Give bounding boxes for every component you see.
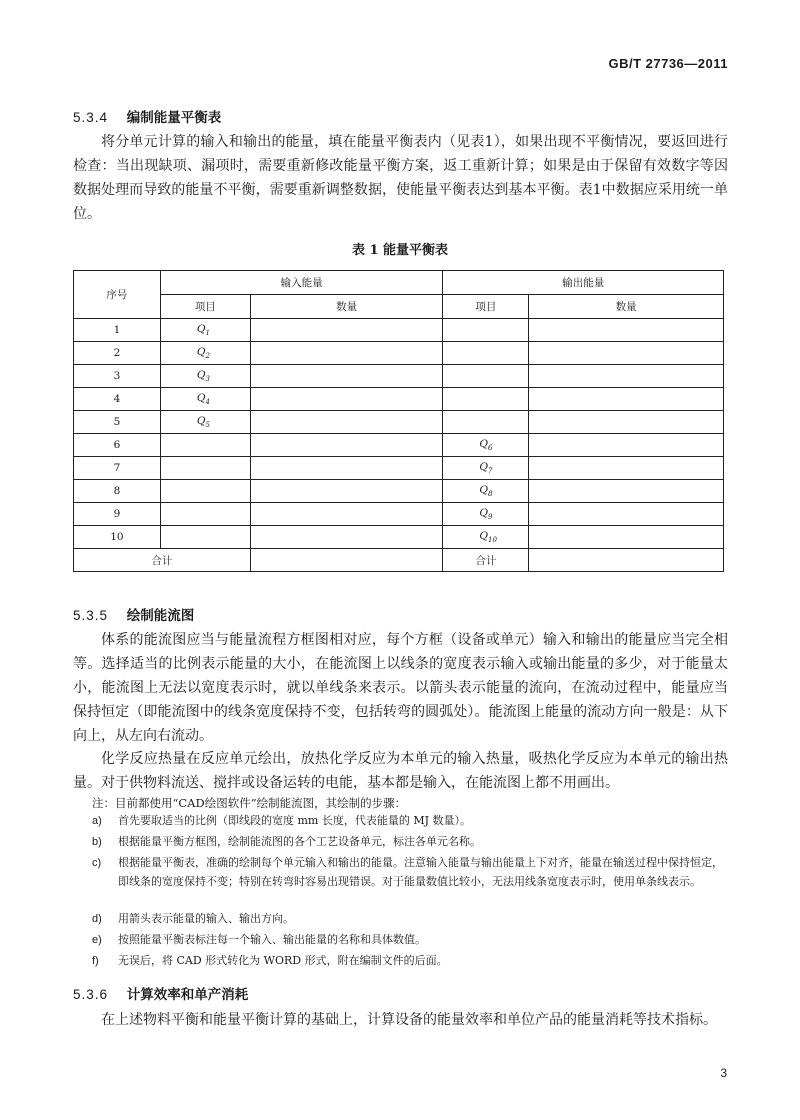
table-row	[74, 411, 724, 434]
total-label-output: 合计	[443, 549, 529, 572]
item-subscript: 8	[488, 490, 493, 499]
row-out-item: $Q_9$	[443, 503, 529, 526]
header-in-quantity: 数量	[250, 295, 443, 319]
row-out-quantity	[529, 411, 724, 434]
table-row	[74, 388, 724, 411]
row-seq: 3	[74, 365, 161, 388]
row-out-quantity	[529, 365, 724, 388]
row-out-item	[443, 411, 529, 434]
header-out-quantity: 数量	[529, 295, 724, 319]
row-in-item: $Q_4$	[160, 388, 250, 411]
page-number: 3	[720, 1066, 727, 1080]
note-item	[92, 833, 726, 852]
note-item-label: c)	[92, 857, 102, 869]
row-in-item: $Q_2$	[160, 342, 250, 365]
total-in-quantity	[250, 549, 443, 572]
row-in-quantity	[250, 411, 443, 434]
row-in-item	[160, 503, 250, 526]
table-subheader-row	[74, 295, 724, 319]
section-535-paragraph-1: 体系的能流图应当与能量流程方框图相对应，每个方框（设备或单元）输入和输出的能量应当完全相等。选择适当的比例表示能量的大小，在能流图上以线条的宽度表示输入或输出能量的多少，对于能量太小，能流图上无法以宽度表示时，就以单线条来表示。以箭头表示能量的流向，在流动过程中，能量应当保持恒定（即能流图中的线条宽度保持不变，包括转弯的圆弧处）。能流图上能量的流动方向一般是：从下向上，从左向右流动。	[73, 632, 728, 744]
table-row	[74, 480, 724, 503]
table-row	[74, 342, 724, 365]
table-header-row	[74, 271, 724, 295]
table-row	[74, 526, 724, 549]
row-out-quantity	[529, 503, 724, 526]
note-item-text: 根据能量平衡方框图，绘制能流图的各个工艺设备单元，标注各单元名称。	[118, 835, 481, 848]
note-item-text: 无误后，将 CAD 形式转化为 WORD 形式，附在编制文件的后面。	[118, 954, 448, 967]
table-row	[74, 457, 724, 480]
section-title: 绘制能流图	[126, 608, 195, 624]
row-out-quantity	[529, 457, 724, 480]
item-subscript: 10	[488, 536, 497, 545]
total-label-input: 合计	[74, 549, 251, 572]
row-out-quantity	[529, 342, 724, 365]
row-seq: 5	[74, 411, 161, 434]
note-item	[92, 952, 726, 971]
note-heading: 注：目前都使用“CAD绘图软件”绘制能流图，其绘制的步骤：	[92, 796, 407, 810]
section-title: 计算效率和单产消耗	[126, 987, 249, 1003]
note-item-label: e)	[92, 934, 102, 946]
row-out-item	[443, 388, 529, 411]
item-subscript: 1	[205, 329, 210, 338]
section-536-paragraph: 在上述物料平衡和能量平衡计算的基础上，计算设备的能量效率和单位产品的能量消耗等技术指标。	[101, 1012, 717, 1028]
section-number: 5.3.6	[73, 987, 109, 1002]
section-534-paragraph: 将分单元计算的输入和输出的能量，填在能量平衡表内（见表1），如果出现不平衡情况，要返回进行检查：当出现缺项、漏项时，需要重新修改能量平衡方案，返工重新计算；如果是由于保留有效数字等因数据处理而导致的能量不平衡，需要重新调整数据，使能量平衡表达到基本平衡。表1中数据应采用统一单位。	[73, 134, 728, 222]
item-subscript: 2	[205, 352, 210, 361]
note-item-label: a)	[92, 815, 102, 827]
energy-balance-table	[73, 270, 724, 572]
header-output-energy: 输出能量	[443, 271, 724, 295]
header-seq: 序号	[74, 271, 161, 319]
row-out-quantity	[529, 319, 724, 342]
row-seq: 1	[74, 319, 161, 342]
row-in-item	[160, 480, 250, 503]
header-input-energy: 输入能量	[160, 271, 443, 295]
row-out-item: $Q_6$	[443, 434, 529, 457]
section-number: 5.3.4	[73, 110, 109, 125]
row-in-quantity	[250, 480, 443, 503]
note-item-text: 按照能量平衡表标注每一个输入、输出能量的名称和具体数值。	[118, 933, 426, 946]
note-item-text: 首先要取适当的比例（即线段的宽度 mm 长度，代表能量的 MJ 数量）。	[118, 814, 472, 827]
note-item	[92, 910, 726, 929]
note-item-label: b)	[92, 836, 102, 848]
table-total-row	[74, 549, 724, 572]
row-seq: 10	[74, 526, 161, 549]
section-535-paragraph-2: 化学反应热量在反应单元绘出，放热化学反应为本单元的输入热量，吸热化学反应为本单元的输出热量。对于供物料流送、搅拌或设备运转的电能，基本都是输入，在能流图上都不用画出。	[73, 751, 728, 791]
note-item-label: f)	[92, 955, 99, 967]
section-heading-536	[73, 983, 248, 1003]
row-in-quantity	[250, 434, 443, 457]
row-in-quantity	[250, 365, 443, 388]
row-in-item: $Q_1$	[160, 319, 250, 342]
row-out-item	[443, 365, 529, 388]
note-item-text: 用箭头表示能量的输入、输出方向。	[118, 912, 294, 925]
section-heading-535	[73, 604, 194, 624]
item-subscript: 9	[488, 513, 493, 522]
row-in-quantity	[250, 526, 443, 549]
header-in-item: 项目	[160, 295, 250, 319]
row-out-item: $Q_7$	[443, 457, 529, 480]
row-seq: 2	[74, 342, 161, 365]
row-in-item	[160, 526, 250, 549]
row-seq: 6	[74, 434, 161, 457]
row-in-item	[160, 434, 250, 457]
item-subscript: 7	[488, 467, 493, 476]
note-item	[92, 854, 726, 891]
item-subscript: 5	[205, 421, 210, 430]
row-in-quantity	[250, 388, 443, 411]
note-item-text: 根据能量平衡表，准确的绘制每个单元输入和输出的能量。注意输入能量与输出能量上下对齐，能量在输送过程中保持恒定，即线条的宽度保持不变；特别在转弯时容易出现错误。对于能量数值比较小，无法用线条宽度表示时，使用单条线表示。	[118, 856, 723, 888]
row-out-item: $Q_8$	[443, 480, 529, 503]
row-in-item: $Q_3$	[160, 365, 250, 388]
section-title: 编制能量平衡表	[126, 110, 222, 126]
row-seq: 7	[74, 457, 161, 480]
row-seq: 4	[74, 388, 161, 411]
row-out-item	[443, 342, 529, 365]
row-out-quantity	[529, 388, 724, 411]
row-in-quantity	[250, 503, 443, 526]
table-row	[74, 434, 724, 457]
row-out-quantity	[529, 480, 724, 503]
row-out-item	[443, 319, 529, 342]
table-caption: 表 1 能量平衡表	[351, 243, 449, 258]
row-out-quantity	[529, 526, 724, 549]
table-row	[74, 365, 724, 388]
note-item	[92, 931, 726, 950]
row-out-item: $Q_{10}$	[443, 526, 529, 549]
standard-code: GB/T 27736—2011	[608, 56, 728, 71]
row-in-item: $Q_5$	[160, 411, 250, 434]
note-item-label: d)	[92, 913, 102, 925]
row-in-quantity	[250, 457, 443, 480]
section-heading-534	[73, 106, 221, 126]
row-seq: 9	[74, 503, 161, 526]
row-in-quantity	[250, 342, 443, 365]
item-subscript: 4	[205, 398, 210, 407]
item-subscript: 3	[205, 375, 210, 384]
row-in-quantity	[250, 319, 443, 342]
section-number: 5.3.5	[73, 608, 109, 623]
row-out-quantity	[529, 434, 724, 457]
total-out-quantity	[529, 549, 724, 572]
row-seq: 8	[74, 480, 161, 503]
table-row	[74, 503, 724, 526]
table-row	[74, 319, 724, 342]
row-in-item	[160, 457, 250, 480]
item-subscript: 6	[488, 444, 493, 453]
note-item	[92, 812, 726, 831]
header-out-item: 项目	[443, 295, 529, 319]
